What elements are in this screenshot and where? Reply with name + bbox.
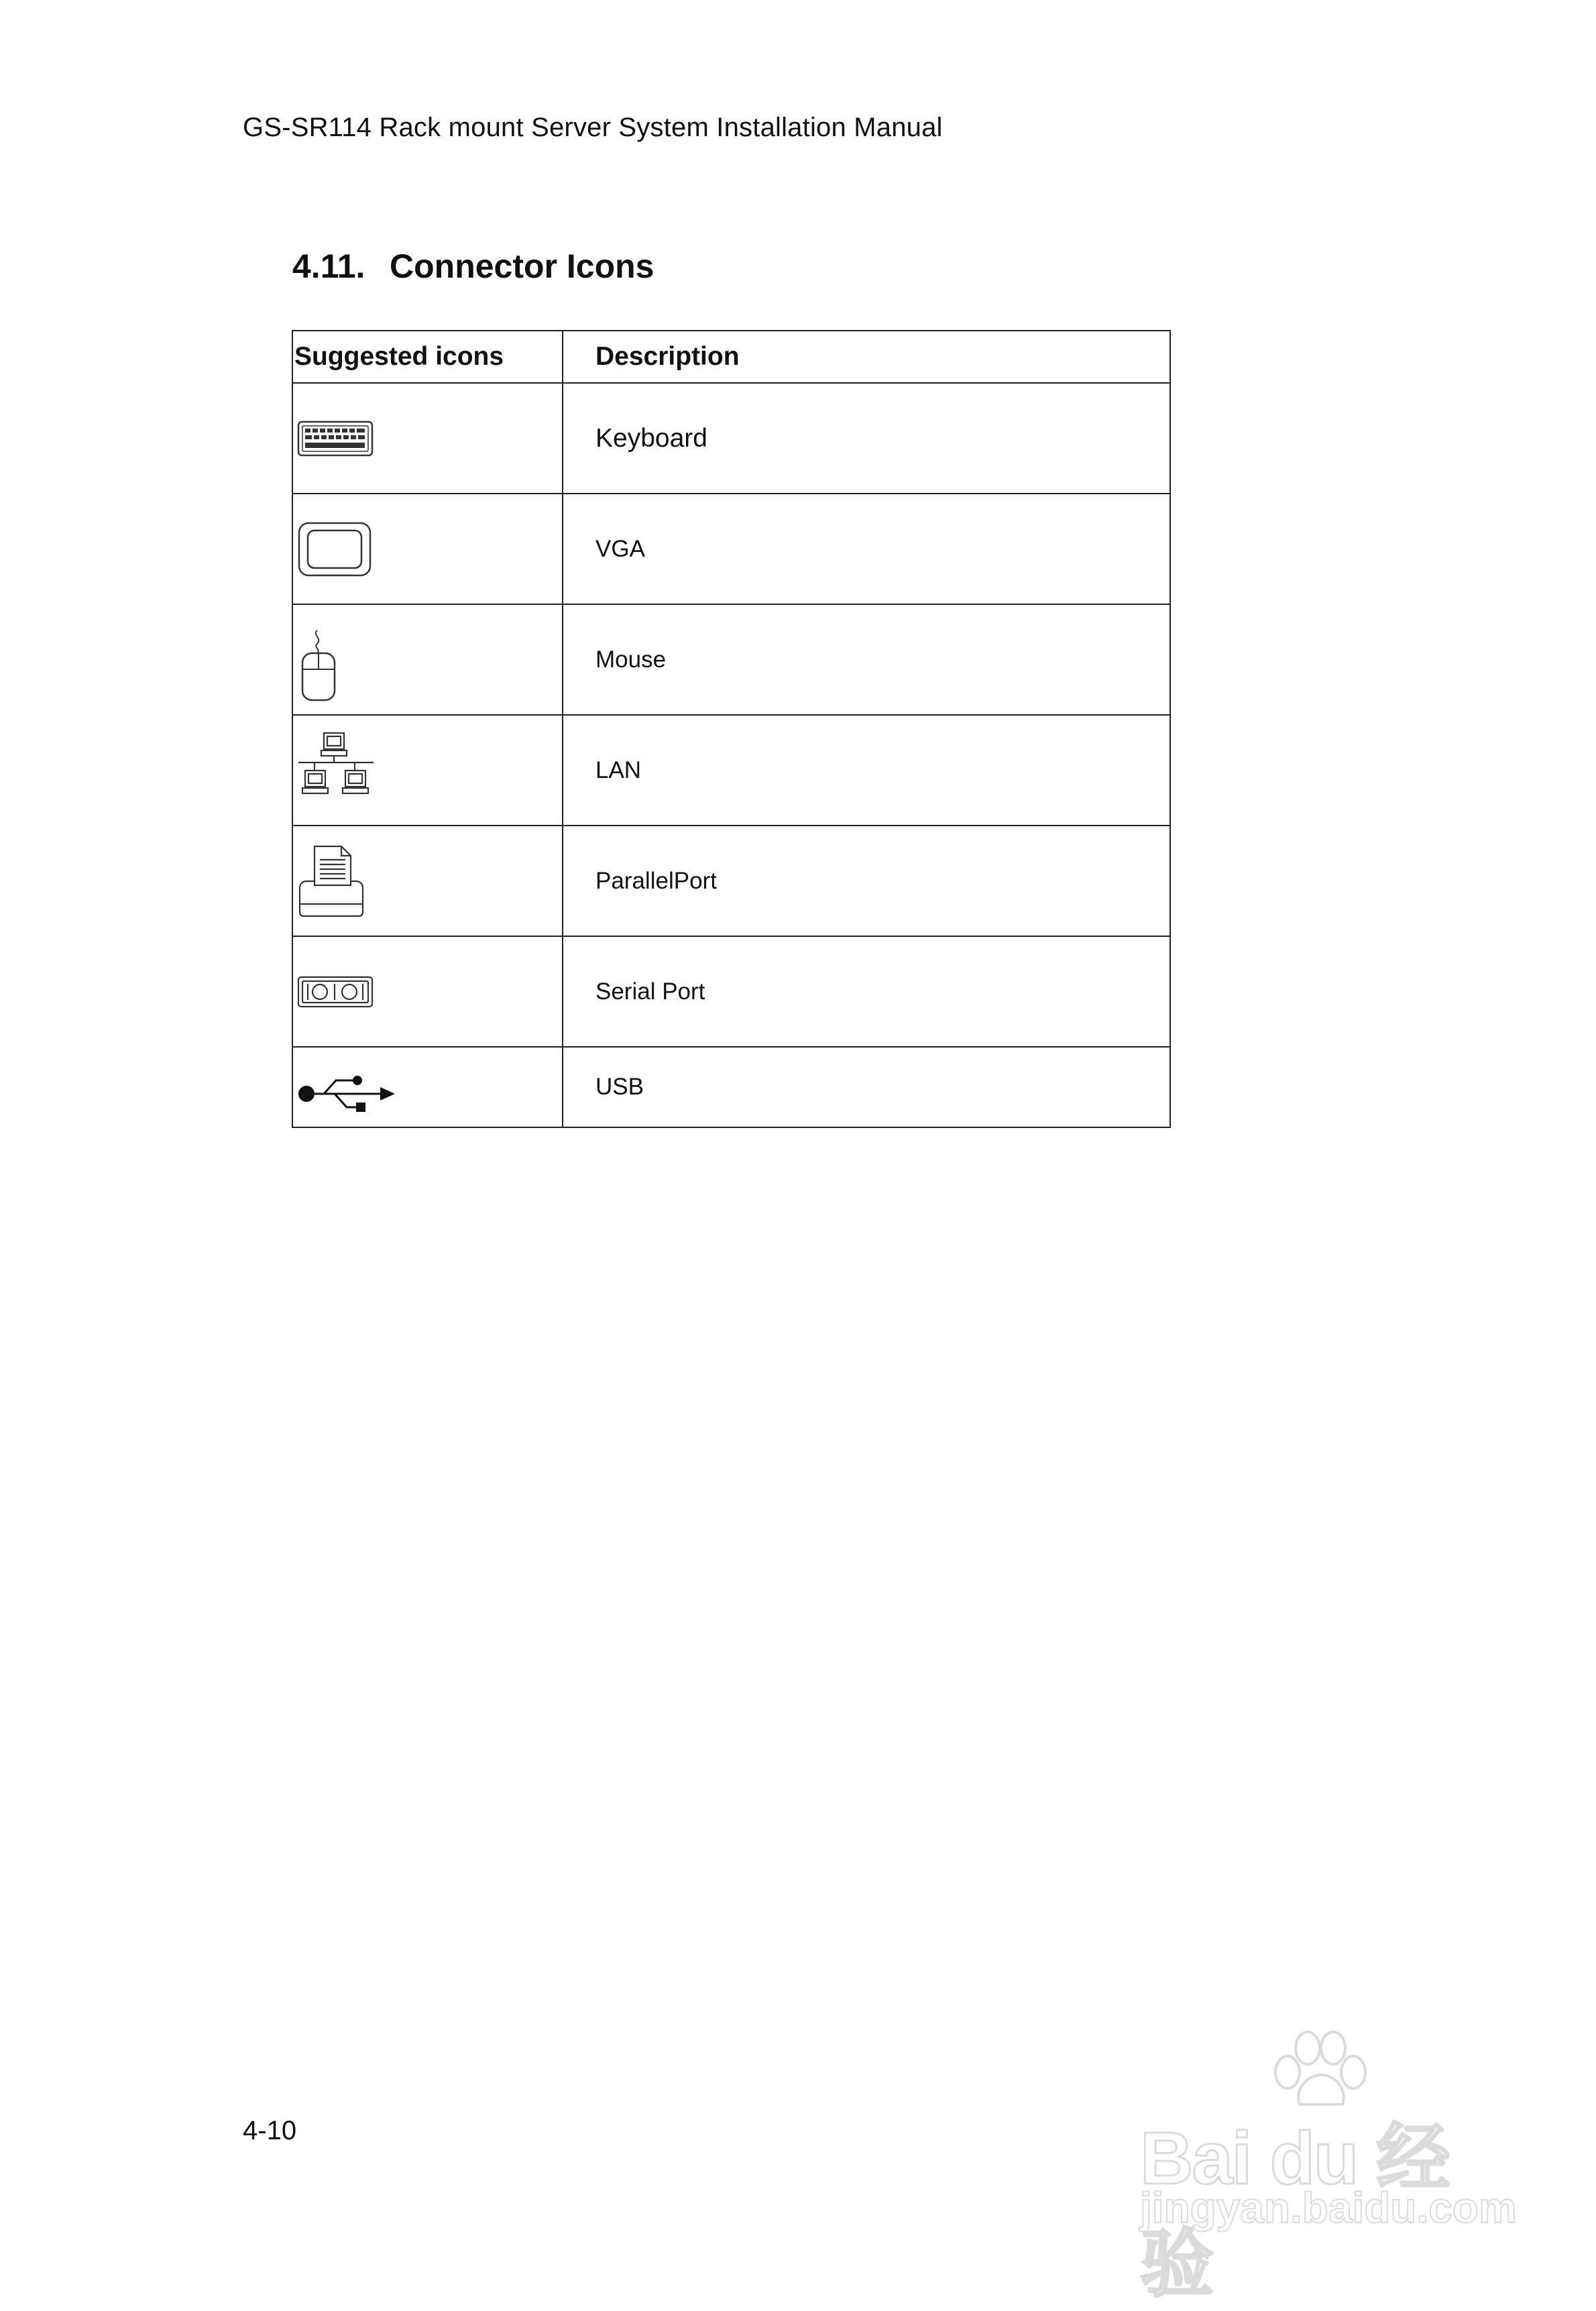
table-row — [292, 826, 1170, 936]
description-cell: Serial Port — [563, 936, 1170, 1047]
usb-icon — [297, 1071, 562, 1115]
connector-icons-table — [292, 330, 1171, 1128]
table-row — [292, 604, 1170, 715]
watermark-url: jingyan.baidu.com — [1140, 2184, 1517, 2232]
table-row — [292, 383, 1170, 494]
description-cell: LAN — [563, 715, 1170, 826]
icon-cell — [292, 494, 563, 604]
description-cell: ParallelPort — [563, 826, 1170, 936]
description-cell: Mouse — [563, 604, 1170, 715]
description-cell: Keyboard — [563, 383, 1170, 494]
watermark-brand: Bai du 经验 — [1140, 2117, 1449, 2306]
icon-cell — [292, 715, 563, 826]
description-cell: VGA — [563, 494, 1170, 604]
icon-cell — [292, 1047, 563, 1127]
mouse-icon — [297, 629, 562, 703]
column-header-description: Description — [563, 331, 1170, 383]
section-heading — [292, 247, 654, 286]
watermark-logo — [1140, 2025, 1517, 2306]
icon-cell — [292, 826, 563, 936]
table-header-row — [292, 331, 1170, 383]
description-cell: USB — [563, 1047, 1170, 1127]
table-row — [292, 1047, 1170, 1127]
page-header-title: GS-SR114 Rack mount Server System Installation Manual — [243, 113, 943, 142]
table-row — [292, 494, 1170, 604]
icon-cell — [292, 383, 563, 494]
network-icon — [297, 730, 562, 811]
table-row — [292, 715, 1170, 826]
column-header-icons: Suggested icons — [292, 331, 563, 383]
section-number: 4.11. — [292, 247, 365, 285]
monitor-icon — [297, 521, 562, 577]
icon-cell — [292, 604, 563, 715]
section-title: Connector Icons — [390, 247, 654, 285]
serial-port-icon — [297, 974, 562, 1009]
printer-icon — [297, 844, 562, 919]
page-number: 4-10 — [243, 2116, 297, 2145]
keyboard-icon — [297, 420, 562, 457]
icon-cell — [292, 936, 563, 1047]
table-row — [292, 936, 1170, 1047]
